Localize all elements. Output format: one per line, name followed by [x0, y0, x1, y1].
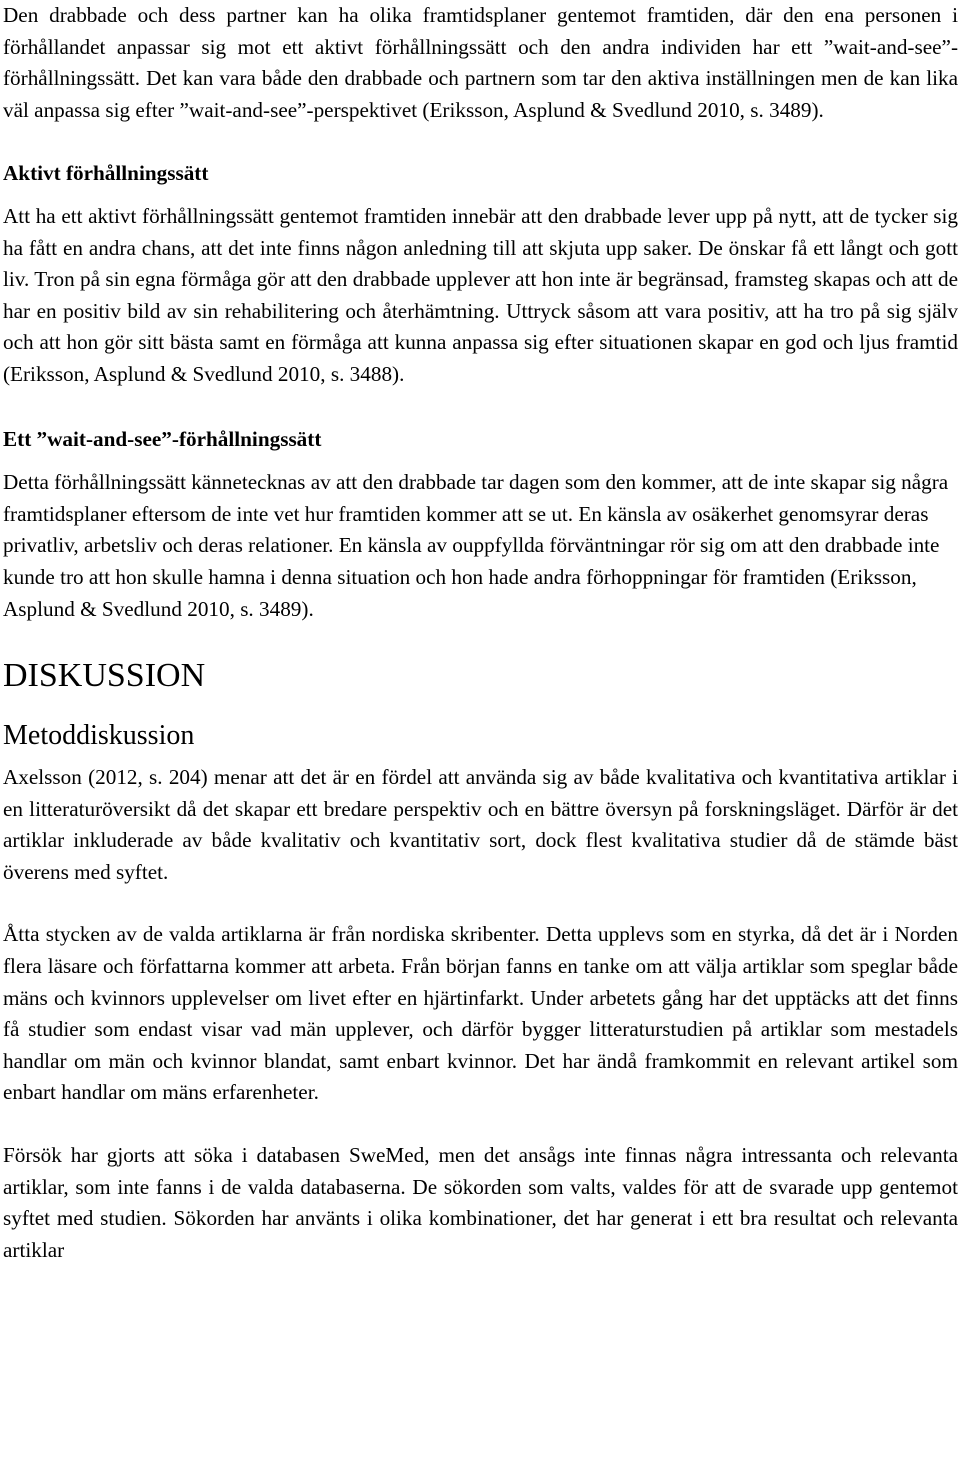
heading-aktivt-forhallningssatt: Aktivt förhållningssätt: [3, 161, 209, 186]
method-paragraph-3: Försök har gjorts att söka i databasen SweMed, men det ansågs inte finnas några intressanta och relevanta artiklar, som inte fanns i de valda databaserna. De sökorden som valts, valdes för att de svarade upp gentemot syftet med studien. Sökorden har använts i olika kombinationer, det har generat i ett bra resultat och relevanta artiklar: [3, 1143, 958, 1262]
wait-and-see-paragraph: Detta förhållningssätt kännetecknas av att den drabbade tar dagen som den kommer, att de inte skapar sig några framtidsplaner eftersom de inte vet hur framtiden kommer att se ut. En känsla av osäkerhet genomsyrar deras privatliv, arbetsliv och deras relationer. En känsla av ouppfyllda förväntningar rör sig om att den drabbade inte kunde tro att hon skulle hamna i denna situation och hon hade andra förhoppningar för framtiden (Eriksson, Asplund & Svedlund 2010, s. 3489).: [3, 470, 949, 621]
intro-paragraph: Den drabbade och dess partner kan ha olika framtidsplaner gentemot framtiden, där den ena personen i förhållandet anpassar sig mot ett aktivt förhållningssätt och den andra individen har ett ”wait-and-see”-förhållningssätt. Det kan vara både den drabbade och partnern som tar den aktiva inställningen men de kan lika väl anpassa sig efter ”wait-and-see”-perspektivet (Eriksson, Asplund & Svedlund 2010, s. 3489).: [3, 3, 958, 122]
heading-wait-and-see: Ett ”wait-and-see”-förhållningssätt: [3, 426, 322, 451]
method-paragraph-1: Axelsson (2012, s. 204) menar att det är en fördel att använda sig av både kvalitativa och kvantitativa artiklar i en litteraturöversikt då det skapar ett bredare perspektiv och en bättre översyn på forskningsläget. Därför är det artiklar inkluderade av både kvalitativ och kvantitativ sort, dock flest kvalitativa studier då de stämde bäst överens med syftet.: [3, 765, 958, 884]
subheading-metoddiskussion: Metoddiskussion: [3, 720, 195, 752]
chapter-heading-diskussion: DISKUSSION: [3, 657, 206, 695]
method-paragraph-2: Åtta stycken av de valda artiklarna är från nordiska skribenter. Detta upplevs som en styrka, då det är i Norden flera läsare och författarna kommer att arbeta. Från början fanns en tanke om att välja artiklar som speglar både mäns och kvinnors upplevelser om livet efter en hjärtinfarkt. Under arbetets gång har det upptäcks att det finns få studier som endast visar vad män upplever, och därför bygger litteraturstudien på artiklar som mestadels handlar om män och kvinnor blandat, samt enbart kvinnor. Det har ändå framkommit en relevant artikel som enbart handlar om mäns erfarenheter.: [3, 922, 958, 1105]
aktivt-paragraph: Att ha ett aktivt förhållningssätt gentemot framtiden innebär att den drabbade lever upp på nytt, att de tycker sig ha fått en andra chans, att det inte finns någon anledning till att skjuta upp saker. De önskar få ett långt och gott liv. Tron på sin egna förmåga gör att den drabbade upplever att hon inte är begränsad, framsteg skapas och att de har en positiv bild av sin rehabilitering och återhämtning. Uttryck såsom att vara positiv, att ha tro på sig själv och att hon gör sitt bästa samt en förmåga att kunna anpassa sig efter situationen skapar en god och ljus framtid (Eriksson, Asplund & Svedlund 2010, s. 3488).: [3, 203, 958, 386]
